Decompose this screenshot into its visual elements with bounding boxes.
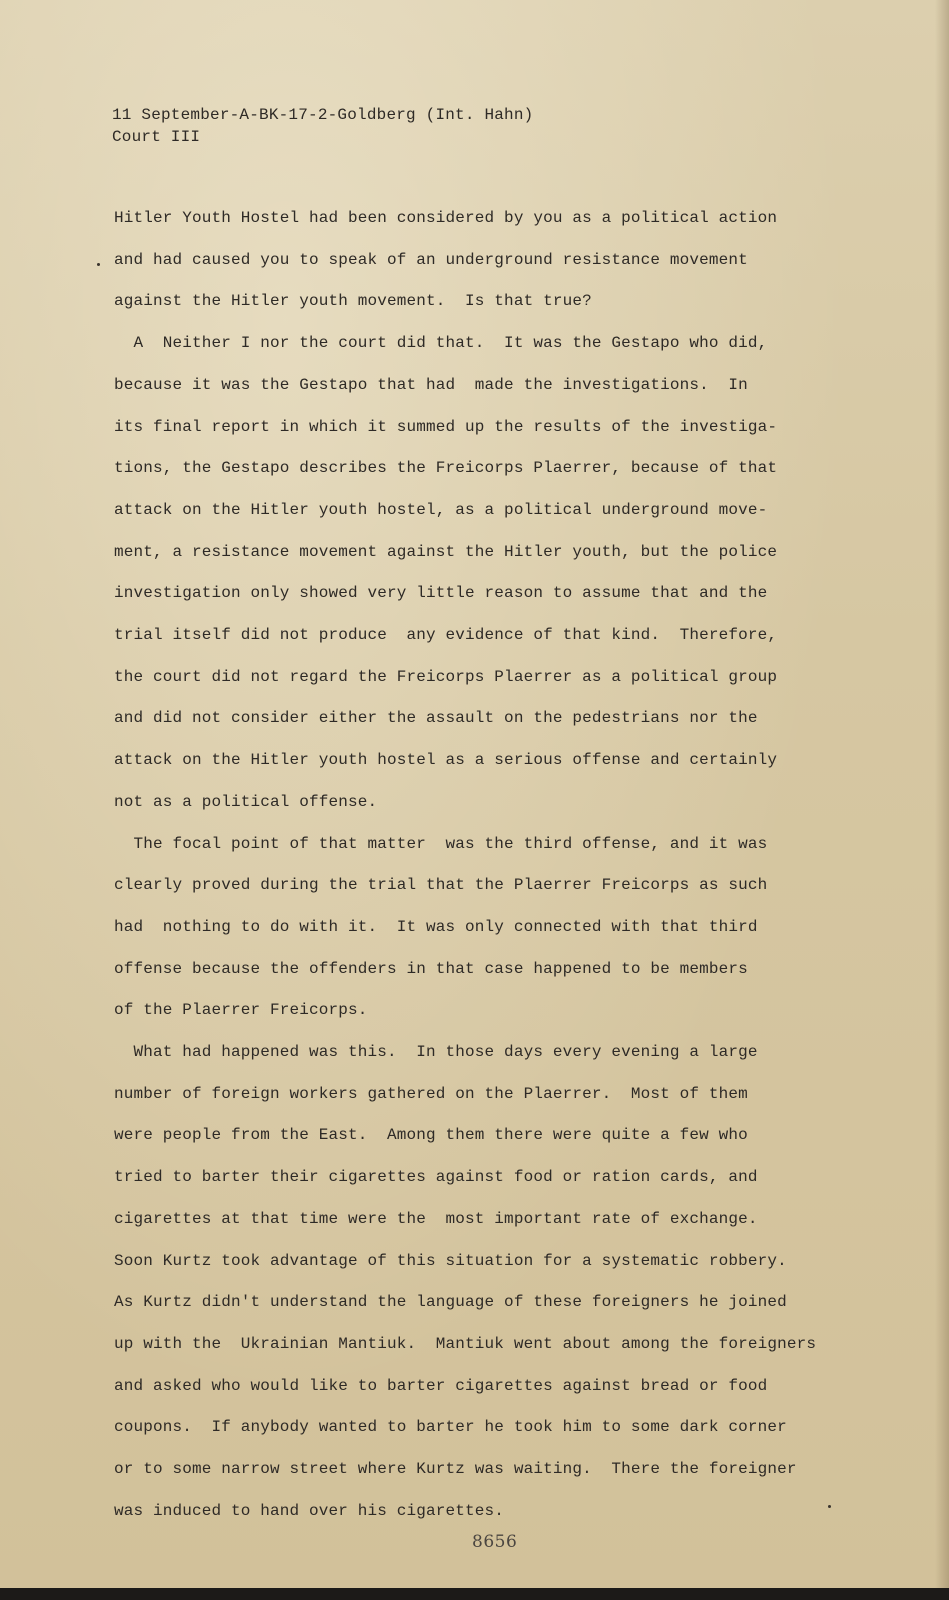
body-line: cigarettes at that time were the most important rate of exchange. xyxy=(114,1209,758,1228)
page-number: 8656 xyxy=(472,1532,518,1552)
header-court-line: Court III xyxy=(112,128,201,146)
body-line: investigation only showed very little reason to assume that and the xyxy=(114,584,768,603)
body-line: had nothing to do with it. It was only connected with that third xyxy=(114,917,758,936)
body-line: tions, the Gestapo describes the Freicorps Plaerrer, because of that xyxy=(114,459,778,478)
body-line: up with the Ukrainian Mantiuk. Mantiuk went about among the foreigners xyxy=(114,1334,817,1353)
body-line: As Kurtz didn't understand the language of these foreigners he joined xyxy=(114,1293,787,1312)
body-line: and asked who would like to barter cigarettes against bread or food xyxy=(114,1376,768,1395)
body-line: and did not consider either the assault on the pedestrians nor the xyxy=(114,709,758,728)
transcript-body xyxy=(114,198,854,1533)
body-line: attack on the Hitler youth hostel as a serious offense and certainly xyxy=(114,751,778,770)
page-edge-shadow xyxy=(935,0,949,1600)
scan-bottom-border xyxy=(0,1588,949,1600)
body-line: What had happened was this. In those days every evening a large xyxy=(114,1043,758,1062)
paper-speck xyxy=(828,1505,831,1508)
document-header xyxy=(112,104,533,148)
body-line: the court did not regard the Freicorps Plaerrer as a political group xyxy=(114,667,778,686)
body-line: not as a political offense. xyxy=(114,792,378,811)
body-line: and had caused you to speak of an underground resistance movement xyxy=(114,250,748,269)
body-line: coupons. If anybody wanted to barter he took him to some dark corner xyxy=(114,1418,787,1437)
body-line: number of foreign workers gathered on the Plaerrer. Most of them xyxy=(114,1084,748,1103)
body-line: ment, a resistance movement against the Hitler youth, but the police xyxy=(114,542,778,561)
body-line: trial itself did not produce any evidence of that kind. Therefore, xyxy=(114,626,778,645)
body-line: were people from the East. Among them there were quite a few who xyxy=(114,1126,748,1145)
body-line: offense because the offenders in that case happened to be members xyxy=(114,959,748,978)
body-line: tried to barter their cigarettes against food or ration cards, and xyxy=(114,1168,758,1187)
body-line: because it was the Gestapo that had made the investigations. In xyxy=(114,375,748,394)
body-line: against the Hitler youth movement. Is that true? xyxy=(114,292,592,311)
paper-speck xyxy=(97,263,100,266)
body-line: A Neither I nor the court did that. It was the Gestapo who did, xyxy=(114,334,768,353)
body-line: its final report in which it summed up the results of the investiga- xyxy=(114,417,778,436)
header-reference-line: 11 September-A-BK-17-2-Goldberg (Int. Hahn) xyxy=(112,106,534,124)
body-line: Soon Kurtz took advantage of this situation for a systematic robbery. xyxy=(114,1251,787,1270)
body-line: Hitler Youth Hostel had been considered by you as a political action xyxy=(114,209,778,227)
body-line: attack on the Hitler youth hostel, as a political underground move- xyxy=(114,500,768,519)
body-line: clearly proved during the trial that the Plaerrer Freicorps as such xyxy=(114,876,768,895)
body-line: The focal point of that matter was the third offense, and it was xyxy=(114,834,768,853)
body-line: of the Plaerrer Freicorps. xyxy=(114,1001,368,1020)
body-line: was induced to hand over his cigarettes. xyxy=(114,1501,505,1520)
body-line: or to some narrow street where Kurtz was waiting. There the foreigner xyxy=(114,1460,797,1479)
